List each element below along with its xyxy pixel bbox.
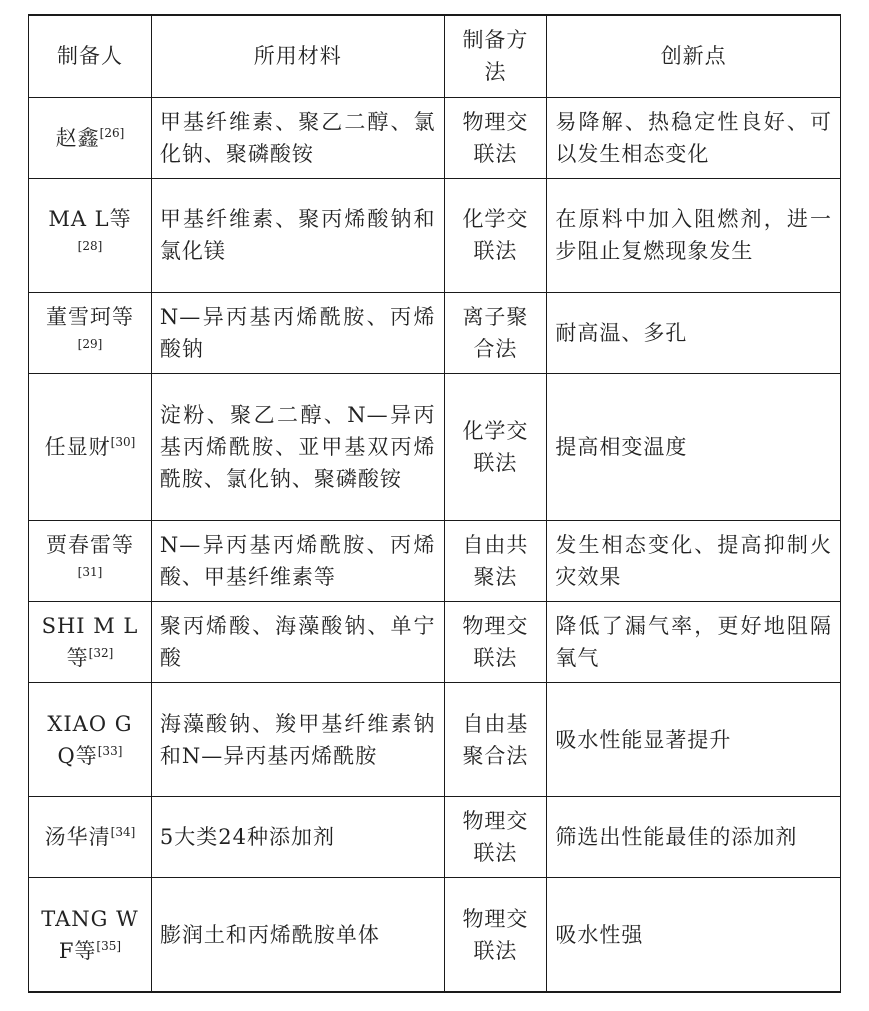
table-row <box>29 797 841 878</box>
innovation-cell: 在原料中加入阻燃剂，进一步阻止复燃现象发生 <box>547 178 841 292</box>
method-cell: 化学交联法 <box>444 178 547 292</box>
citation: [31] <box>77 565 103 580</box>
innovation-cell: 吸水性强 <box>547 878 841 992</box>
innovation-cell: 筛选出性能最佳的添加剂 <box>547 797 841 878</box>
citation: [33] <box>97 743 123 758</box>
materials-cell: 聚丙烯酸、海藻酸钠、单宁酸 <box>151 602 444 683</box>
preparer-cell: MA L等[28] <box>29 178 152 292</box>
citation: [26] <box>99 125 125 140</box>
header-innovation: 创新点 <box>547 15 841 97</box>
innovation-cell: 易降解、热稳定性良好、可以发生相态变化 <box>547 97 841 178</box>
preparer-cell: 董雪珂等[29] <box>29 292 152 373</box>
table-row <box>29 683 841 797</box>
materials-cell: 甲基纤维素、聚丙烯酸钠和氯化镁 <box>151 178 444 292</box>
citation: [28] <box>77 239 103 254</box>
innovation-cell: 提高相变温度 <box>547 373 841 520</box>
preparer-cell: XIAO G Q等[33] <box>29 683 152 797</box>
preparer-cell: TANG W F等[35] <box>29 878 152 992</box>
citation: [30] <box>110 434 136 449</box>
header-row <box>29 15 841 97</box>
table-row <box>29 97 841 178</box>
method-cell: 自由基聚合法 <box>444 683 547 797</box>
innovation-cell: 吸水性能显著提升 <box>547 683 841 797</box>
table-row <box>29 292 841 373</box>
header-preparer: 制备人 <box>29 15 152 97</box>
header-method: 制备方法 <box>444 15 547 97</box>
method-cell: 物理交联法 <box>444 878 547 992</box>
table-row <box>29 520 841 601</box>
hydrogel-table <box>28 14 841 993</box>
table-row <box>29 602 841 683</box>
method-cell: 物理交联法 <box>444 97 547 178</box>
table-row <box>29 178 841 292</box>
method-cell: 离子聚合法 <box>444 292 547 373</box>
innovation-cell: 降低了漏气率，更好地阻隔氧气 <box>547 602 841 683</box>
preparer-cell: SHI M L等[32] <box>29 602 152 683</box>
method-cell: 物理交联法 <box>444 797 547 878</box>
table-row <box>29 878 841 992</box>
preparer-cell: 赵鑫[26] <box>29 97 152 178</box>
table-row <box>29 373 841 520</box>
materials-cell: N—异丙基丙烯酰胺、丙烯酸、甲基纤维素等 <box>151 520 444 601</box>
method-cell: 物理交联法 <box>444 602 547 683</box>
method-cell: 化学交联法 <box>444 373 547 520</box>
header-materials: 所用材料 <box>151 15 444 97</box>
materials-cell: 膨润土和丙烯酰胺单体 <box>151 878 444 992</box>
materials-cell: 5大类24种添加剂 <box>151 797 444 878</box>
citation: [29] <box>77 336 103 351</box>
citation: [34] <box>110 825 136 840</box>
citation: [35] <box>96 938 122 953</box>
materials-cell: 甲基纤维素、聚乙二醇、氯化钠、聚磷酸铵 <box>151 97 444 178</box>
preparer-cell: 贾春雷等[31] <box>29 520 152 601</box>
innovation-cell: 耐高温、多孔 <box>547 292 841 373</box>
method-cell: 自由共聚法 <box>444 520 547 601</box>
preparer-cell: 汤华清[34] <box>29 797 152 878</box>
materials-cell: 海藻酸钠、羧甲基纤维素钠和N—异丙基丙烯酰胺 <box>151 683 444 797</box>
preparer-cell: 任显财[30] <box>29 373 152 520</box>
materials-cell: N—异丙基丙烯酰胺、丙烯酸钠 <box>151 292 444 373</box>
materials-cell: 淀粉、聚乙二醇、N—异丙基丙烯酰胺、亚甲基双丙烯酰胺、氯化钠、聚磷酸铵 <box>151 373 444 520</box>
innovation-cell: 发生相态变化、提高抑制火灾效果 <box>547 520 841 601</box>
citation: [32] <box>88 646 114 661</box>
